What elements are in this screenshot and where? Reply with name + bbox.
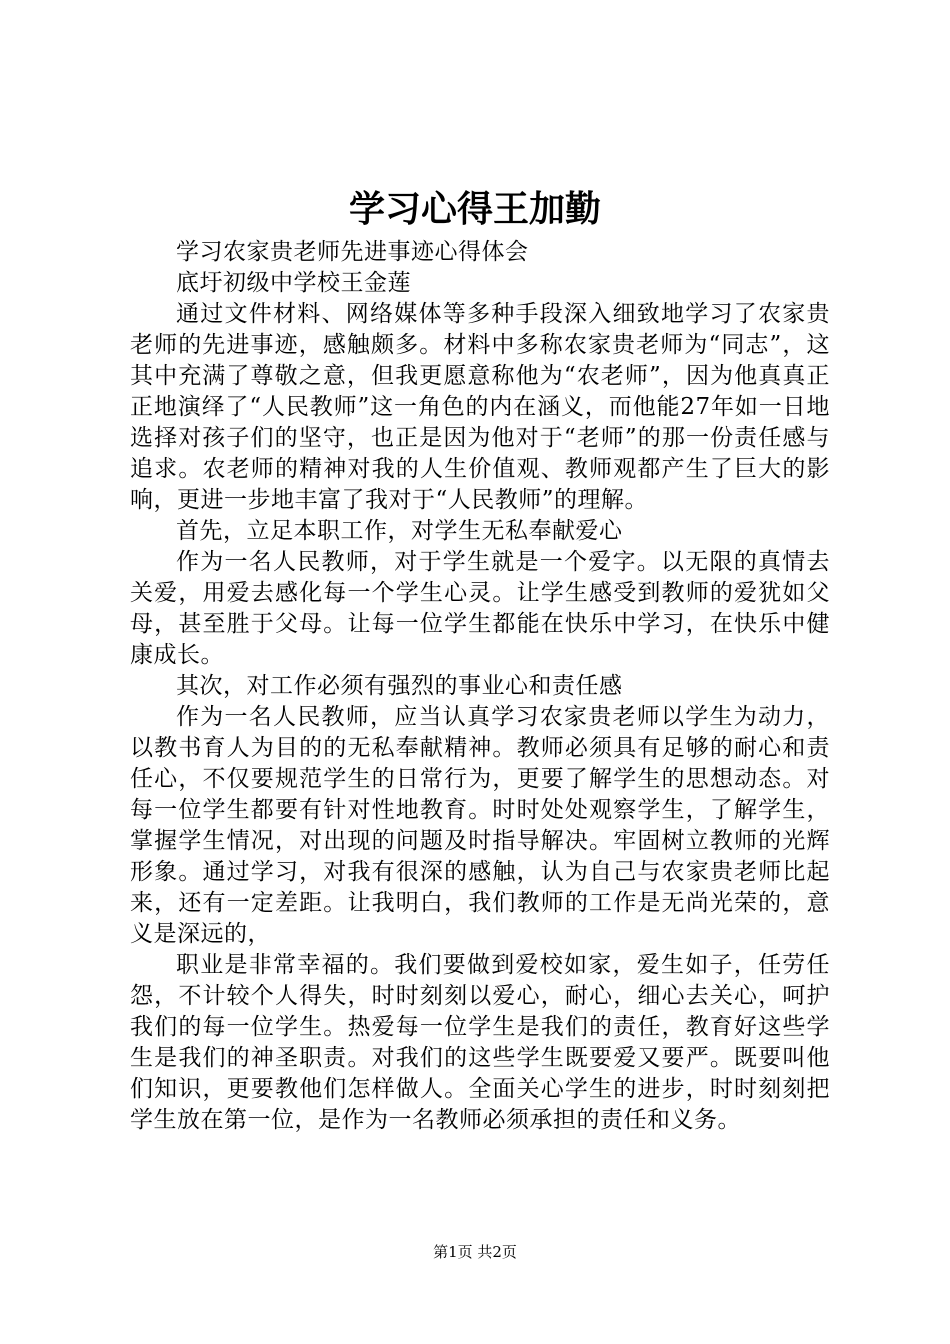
paragraph-body-first: 作为一名人民教师，对于学生就是一个爱字。以无限的真情去关爱，用爱去感化每一个学生心灵。让学生感受到教师的爱犹如父母，甚至胜于父母。让每一位学生都能在快乐中学习，在快乐中健康成长。 [130, 549, 830, 668]
paragraph-subtitle: 学习农家贵老师先进事迹心得体会 [176, 239, 529, 265]
paragraph-intro: 通过文件材料、网络媒体等多种手段深入细致地学习了农家贵老师的先进事迹，感触颇多。材料中多称农家贵老师为“同志”，这其中充满了尊敬之意，但我更愿意称他为“农老师”，因为他真真正正地演绎了“人民教师”这一角色的内在涵义，而他能27年如一日地选择对孩子们的坚守，也正是因为他对于“老师”的那一份责任感与追求。农老师的精神对我的人生价值观、教师观都产生了巨大的影响，更进一步地丰富了我对于“人民教师”的理解。 [130, 301, 830, 513]
paragraph-body-third: 职业是非常幸福的。我们要做到爱校如家，爱生如子，任劳任怨，不计较个人得失，时时刻刻以爱心，耐心，细心去关心，呵护我们的每一位学生。热爱每一位学生是我们的责任，教育好这些学生是我们的神圣职责。对我们的这些学生既要爱又要严。既要叫他们知识，更要教他们怎样做人。全面关心学生的进步，时时刻刻把学生放在第一位，是作为一名教师必须承担的责任和义务。 [130, 952, 830, 1133]
paragraph-heading-first: 首先，立足本职工作，对学生无私奉献爱心 [176, 518, 623, 544]
paragraph-body-second: 作为一名人民教师，应当认真学习农家贵老师以学生为动力，以教书育人为目的的无私奉献精神。教师必须具有足够的耐心和责任心，不仅要规范学生的日常行为，更要了解学生的思想动态。对每一位学生都要有针对性地教育。时时处处观察学生，了解学生，掌握学生情况，对出现的问题及时指导解决。牢固树立教师的光辉形象。通过学习，对我有很深的感触，认为自己与农家贵老师比起来，还有一定差距。让我明白，我们教师的工作是无尚光荣的，意义是深远的， [130, 704, 830, 947]
page-footer: 第1页 共2页 [433, 1243, 517, 1261]
document-body [130, 237, 830, 1136]
paragraph-author: 底圩初级中学校王金莲 [176, 270, 411, 296]
paragraph-heading-second: 其次，对工作必须有强烈的事业心和责任感 [176, 673, 623, 699]
page-title: 学习心得王加勤 [348, 188, 601, 230]
